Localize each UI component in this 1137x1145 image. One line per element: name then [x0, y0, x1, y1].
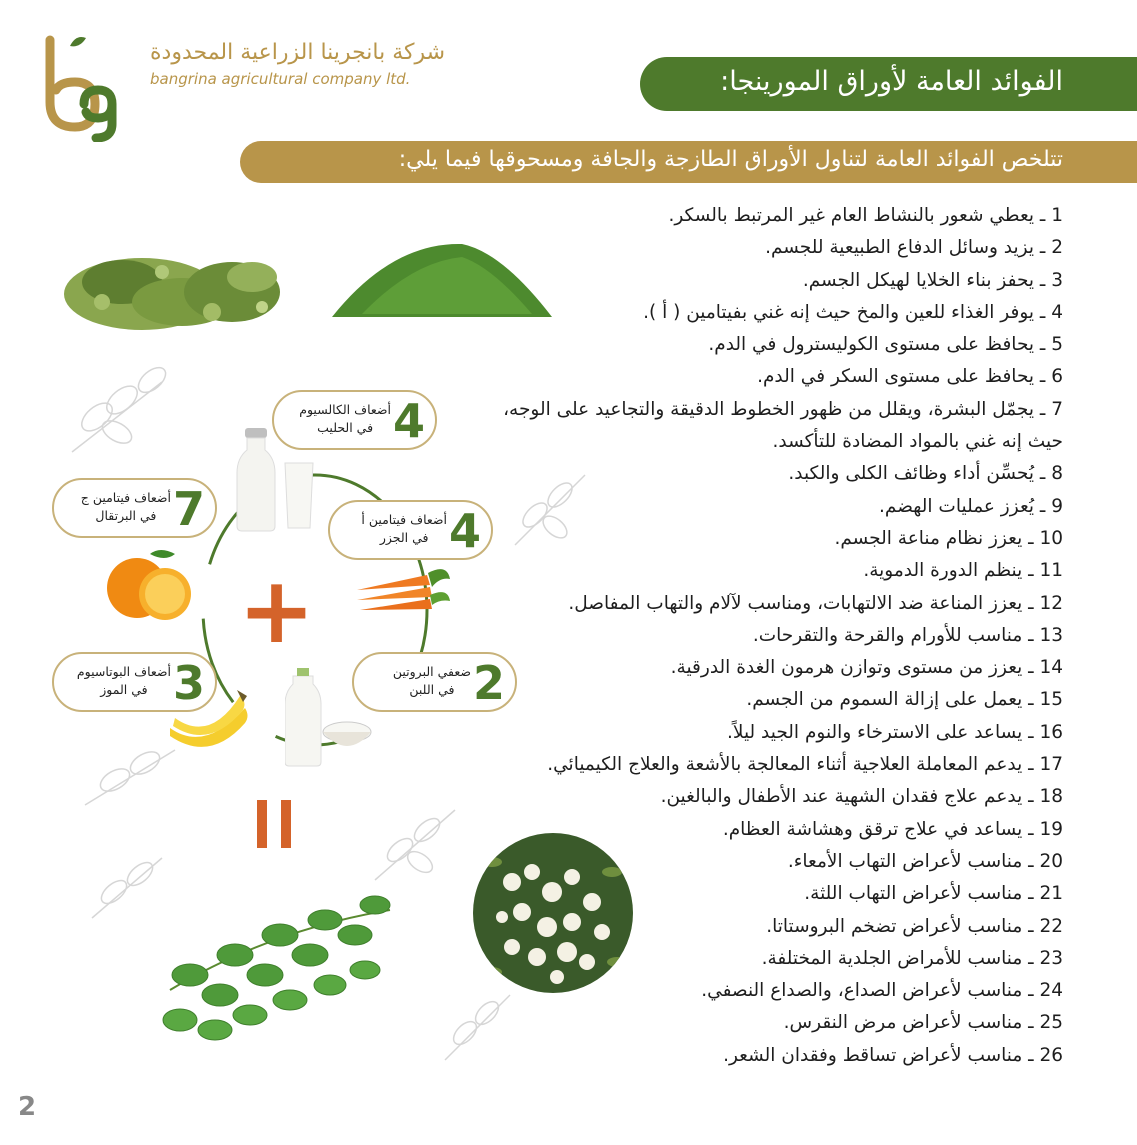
badge-vitamin-a	[328, 500, 493, 560]
list-item: 23 ـ مناسب للأمراض الجلدية المختلفة.	[761, 947, 1063, 969]
list-item: 18 ـ يدعم علاج فقدان الشهية عند الأطفال والبالغين.	[660, 786, 1063, 808]
page-number: 2	[18, 1092, 37, 1122]
list-item: 2 ـ يزيد وسائل الدفاع الطبيعية للجسم.	[765, 237, 1063, 259]
list-item: 8 ـ يُحسِّن أداء وظائف الكلى والكبد.	[788, 463, 1063, 485]
list-item: 5 ـ يحافظ على مستوى الكوليسترول في الدم.	[708, 334, 1063, 356]
list-item: 16 ـ يساعد على الاسترخاء والنوم الجيد ليلاً.	[727, 721, 1063, 743]
list-item: 14 ـ يعزز من مستوى وتوازن هرمون الغدة الدرقية.	[670, 657, 1063, 679]
company-logo-icon	[40, 32, 120, 142]
badge-number: 7	[172, 482, 205, 536]
badge-vitamin-c	[52, 478, 217, 538]
list-item: 10 ـ يعزز نظام مناعة الجسم.	[834, 527, 1063, 549]
dried-leaves-and-powder-image	[62, 222, 562, 342]
list-item: 6 ـ يحافظ على مستوى السكر في الدم.	[757, 366, 1063, 388]
list-item: 17 ـ يدعم المعاملة العلاجية أثناء المعالجة بالأشعة والعلاج الكيميائي.	[547, 754, 1063, 776]
badge-text: أضعاف فيتامين ج في البرتقال	[80, 490, 171, 523]
badge-text: أضعاف البوتاسيوم في الموز	[76, 664, 171, 697]
list-item: 19 ـ يساعد في علاج ترقق وهشاشة العظام.	[722, 818, 1063, 840]
page-subtitle: تتلخص الفوائد العامة لتناول الأوراق الطازجة والجافة ومسحوقها فيما يلي:	[398, 147, 1063, 172]
list-item: 25 ـ مناسب لأعراض مرض النقرس.	[783, 1012, 1063, 1034]
list-item: 20 ـ مناسب لأعراض التهاب الأمعاء.	[787, 850, 1063, 872]
carrots-image	[352, 565, 452, 620]
page-title: الفوائد العامة لأوراق المورينجا:	[720, 66, 1063, 97]
badge-text: ضعفي البروتين في اللبن	[392, 664, 471, 697]
badge-text: أضعاف الكالسيوم في الحليب	[299, 402, 391, 435]
moringa-flowers-image	[472, 832, 634, 994]
equals-sign-icon	[255, 800, 293, 848]
moringa-leaves-image	[150, 870, 400, 1045]
leaf-outline-icon	[505, 465, 595, 555]
list-item: 26 ـ مناسب لأعراض تساقط وفقدان الشعر.	[723, 1044, 1063, 1066]
list-item: 13 ـ مناسب للأورام والقرحة والتقرحات.	[752, 624, 1063, 646]
badge-calcium	[272, 390, 437, 450]
list-item: 11 ـ ينظم الدورة الدموية.	[863, 560, 1063, 582]
badge-number: 2	[472, 656, 505, 710]
list-item: 15 ـ يعمل على إزالة السموم من الجسم.	[746, 689, 1063, 711]
orange-image	[105, 548, 195, 623]
list-item: 21 ـ مناسب لأعراض التهاب اللثة.	[804, 883, 1063, 905]
badge-protein	[352, 652, 517, 712]
list-item: 1 ـ يعطي شعور بالنشاط العام غير المرتبط بالسكر.	[668, 205, 1063, 226]
list-item: 7 ـ يجمّل البشرة، ويقلل من ظهور الخطوط الدقيقة والتجاعيد على الوجه، حيث إنه غني بالمواد المضادة للتأكسد.	[503, 398, 1063, 453]
list-item: 4 ـ يوفر الغذاء للعين والمخ حيث إنه غني بفيتامين ( أ ).	[643, 301, 1063, 323]
leaf-outline-icon	[62, 362, 182, 462]
list-item: 9 ـ يُعزز عمليات الهضم.	[879, 495, 1063, 517]
badge-number: 4	[448, 504, 481, 558]
list-item: 3 ـ يحفز بناء الخلايا لهيكل الجسم.	[802, 269, 1063, 291]
list-item: 12 ـ يعزز المناعة ضد الالتهابات، ومناسب لآلام والتهاب المفاصل.	[568, 592, 1063, 614]
list-item: 24 ـ مناسب لأعراض الصداع، والصداع النصفي.	[701, 980, 1063, 1002]
badge-number: 3	[172, 656, 205, 710]
leaf-outline-icon	[435, 985, 520, 1070]
badge-potassium	[52, 652, 217, 712]
plus-sign-icon: +	[238, 557, 316, 664]
list-item: 22 ـ مناسب لأعراض تضخم البروستاتا.	[766, 915, 1063, 937]
company-name-english: bangrina agricultural company ltd.	[150, 70, 411, 88]
badge-text: أضعاف فيتامين أ في الجزر	[361, 512, 447, 545]
company-name-arabic: شركة بانجرينا الزراعية المحدودة	[150, 40, 446, 65]
badge-number: 4	[392, 394, 425, 448]
